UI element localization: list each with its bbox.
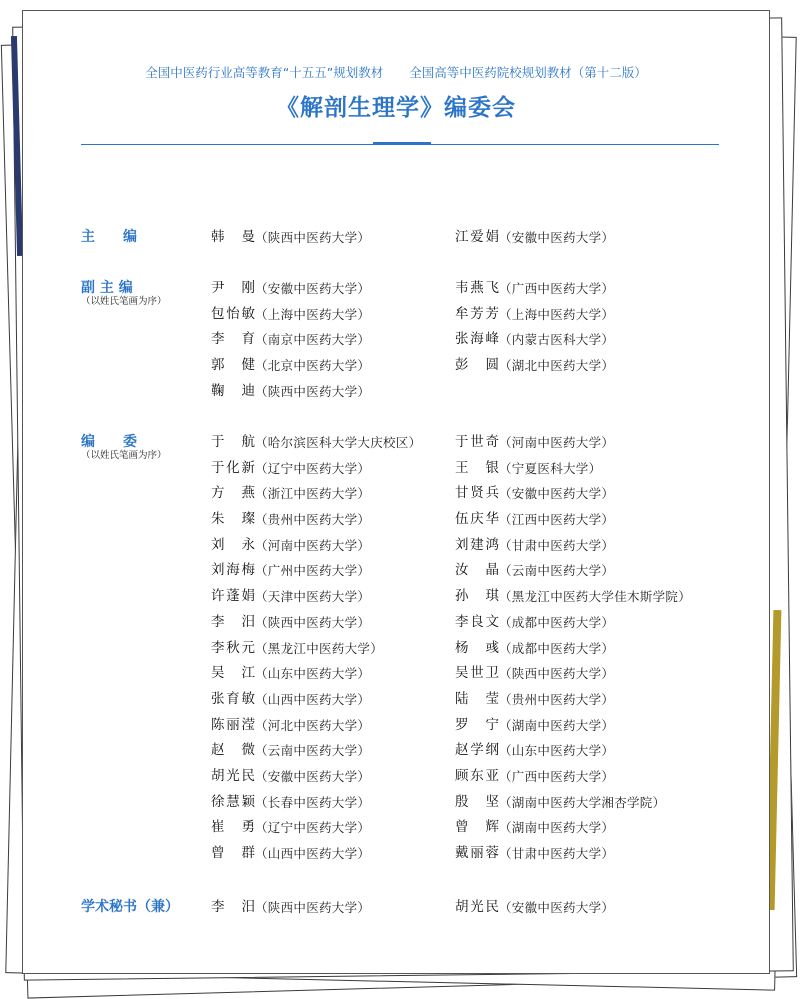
member-entry bbox=[211, 558, 421, 584]
member-name: 郭 健 bbox=[211, 357, 255, 374]
member-name: 刘 永 bbox=[211, 536, 255, 553]
member-institution: （湖北中医药大学） bbox=[499, 358, 615, 374]
member-name: 于世奇 bbox=[455, 434, 499, 450]
member-institution: （黑龙江中医药大学） bbox=[255, 640, 384, 656]
role-heading bbox=[81, 430, 181, 462]
member-institution: （天津中医药大学） bbox=[255, 589, 371, 605]
member-institution: （黑龙江中医药大学佳木斯学院） bbox=[499, 589, 692, 605]
document-page bbox=[22, 10, 770, 974]
member-entry bbox=[455, 841, 691, 867]
member-name: 鞠 迪 bbox=[211, 382, 255, 399]
member-entry bbox=[455, 610, 691, 636]
member-column-1 bbox=[211, 895, 370, 921]
member-institution: （山西中医药大学） bbox=[255, 846, 371, 861]
member-institution: （哈尔滨医科大学大庆校区） bbox=[255, 435, 422, 450]
member-name: 赵学纲 bbox=[455, 742, 499, 759]
member-name: 彭 圆 bbox=[455, 357, 499, 374]
member-entry bbox=[211, 507, 421, 533]
member-entry bbox=[211, 584, 421, 610]
member-institution: （甘肃中医药大学） bbox=[499, 846, 615, 861]
member-column-2 bbox=[455, 225, 614, 251]
member-entry bbox=[211, 225, 370, 251]
member-name: 崔 勇 bbox=[211, 819, 255, 836]
member-entry bbox=[211, 327, 370, 353]
member-name: 戴丽蓉 bbox=[455, 845, 499, 861]
member-name: 罗 宁 bbox=[455, 716, 499, 733]
role-label: 主 编 bbox=[81, 229, 137, 245]
member-name: 吴世卫 bbox=[455, 665, 499, 682]
member-entry bbox=[211, 430, 421, 456]
member-entry bbox=[455, 276, 614, 302]
member-name: 顾东亚 bbox=[455, 767, 499, 784]
member-name: 牟芳芳 bbox=[455, 305, 499, 322]
member-entry bbox=[455, 430, 691, 456]
member-name: 张海峰 bbox=[455, 331, 499, 348]
member-institution: （北京中医药大学） bbox=[255, 358, 371, 374]
role-heading bbox=[81, 895, 181, 919]
member-name: 朱 璨 bbox=[211, 511, 255, 528]
member-entry bbox=[455, 764, 691, 790]
member-institution: （河北中医药大学） bbox=[255, 717, 371, 733]
member-institution: （安徽中医药大学） bbox=[499, 900, 615, 915]
member-name: 吴 江 bbox=[211, 665, 255, 682]
member-entry bbox=[455, 481, 691, 507]
member-name: 李良文 bbox=[455, 613, 499, 630]
member-entry bbox=[455, 558, 691, 584]
role-note: （以姓氏笔画为序） bbox=[81, 296, 167, 307]
member-institution: （江西中医药大学） bbox=[499, 512, 615, 528]
member-institution: （长春中医药大学） bbox=[255, 794, 371, 810]
member-institution: （内蒙古医科大学） bbox=[499, 332, 615, 348]
member-entry bbox=[455, 815, 691, 841]
member-column-1 bbox=[211, 430, 421, 867]
member-institution: （安徽中医药大学） bbox=[255, 768, 371, 784]
page-title: 《解剖生理学》编委会 bbox=[276, 95, 516, 121]
member-entry bbox=[455, 687, 691, 713]
member-entry bbox=[211, 379, 370, 405]
member-institution: （广州中医药大学） bbox=[255, 563, 371, 579]
member-institution: （云南中医药大学） bbox=[499, 563, 615, 579]
member-column-2 bbox=[455, 430, 691, 867]
member-entry bbox=[211, 353, 370, 379]
member-entry bbox=[455, 327, 614, 353]
role-label: 编 委 bbox=[81, 434, 137, 450]
member-institution: （湖南中医药大学湘杏学院） bbox=[499, 794, 666, 810]
member-institution: （陕西中医药大学） bbox=[255, 900, 371, 915]
member-name: 孙 琪 bbox=[455, 588, 499, 605]
role-heading bbox=[81, 276, 181, 308]
series-right: 全国高等中医药院校规划教材（第十二版） bbox=[409, 65, 647, 80]
member-name: 胡光民 bbox=[211, 767, 255, 784]
member-institution: （辽宁中医药大学） bbox=[255, 820, 371, 836]
member-institution: （陕西中医药大学） bbox=[499, 666, 615, 682]
member-entry bbox=[455, 302, 614, 328]
member-name: 张育敏 bbox=[211, 690, 255, 707]
member-institution: （河南中医药大学） bbox=[255, 537, 371, 553]
member-institution: （辽宁中医药大学） bbox=[255, 460, 371, 476]
member-entry bbox=[211, 481, 421, 507]
member-name: 刘建鸿 bbox=[455, 536, 499, 553]
member-institution: （贵州中医药大学） bbox=[499, 691, 615, 707]
member-column-1 bbox=[211, 225, 370, 251]
member-institution: （湖南中医药大学） bbox=[499, 820, 615, 836]
member-institution: （山东中医药大学） bbox=[499, 743, 615, 759]
member-name: 王 银 bbox=[455, 459, 499, 476]
member-entry bbox=[455, 353, 614, 379]
member-name: 韦燕飞 bbox=[455, 280, 499, 296]
member-entry bbox=[211, 533, 421, 559]
member-entry bbox=[211, 815, 421, 841]
member-institution: （山东中医药大学） bbox=[255, 666, 371, 682]
member-institution: （浙江中医药大学） bbox=[255, 486, 371, 502]
member-name: 尹 刚 bbox=[211, 280, 255, 296]
member-entry bbox=[211, 687, 421, 713]
member-entry bbox=[455, 584, 691, 610]
member-institution: （安徽中医药大学） bbox=[499, 230, 615, 245]
member-name: 李 汨 bbox=[211, 613, 255, 630]
member-name: 杨 彧 bbox=[455, 639, 499, 656]
member-institution: （广西中医药大学） bbox=[499, 768, 615, 784]
member-entry bbox=[455, 225, 614, 251]
member-entry bbox=[211, 661, 421, 687]
role-label: 学术秘书（兼） bbox=[81, 899, 179, 915]
member-institution: （湖南中医药大学） bbox=[499, 717, 615, 733]
member-entry bbox=[455, 661, 691, 687]
member-entry bbox=[211, 841, 421, 867]
member-entry bbox=[211, 895, 370, 921]
member-institution: （河南中医药大学） bbox=[499, 435, 615, 450]
series-left: 全国中医药行业高等教育“十五五”规划教材 bbox=[145, 65, 384, 80]
member-entry bbox=[211, 713, 421, 739]
role-note: （以姓氏笔画为序） bbox=[81, 450, 167, 461]
member-institution: （贵州中医药大学） bbox=[255, 512, 371, 528]
member-institution: （云南中医药大学） bbox=[255, 743, 371, 759]
member-column-2 bbox=[455, 276, 614, 379]
member-entry bbox=[211, 610, 421, 636]
member-entry bbox=[455, 713, 691, 739]
member-entry bbox=[455, 636, 691, 662]
member-institution: （广西中医药大学） bbox=[499, 281, 615, 296]
member-institution: （成都中医药大学） bbox=[499, 640, 615, 656]
member-name: 殷 坚 bbox=[455, 793, 499, 810]
member-entry bbox=[455, 738, 691, 764]
member-entry bbox=[211, 302, 370, 328]
member-name: 陆 莹 bbox=[455, 690, 499, 707]
member-institution: （陕西中医药大学） bbox=[255, 614, 371, 630]
member-name: 于 航 bbox=[211, 434, 255, 450]
member-entry bbox=[211, 738, 421, 764]
member-name: 曾 辉 bbox=[455, 819, 499, 836]
member-entry bbox=[211, 636, 421, 662]
member-institution: （成都中医药大学） bbox=[499, 614, 615, 630]
member-entry bbox=[211, 456, 421, 482]
member-name: 江爱娟 bbox=[455, 229, 499, 245]
member-name: 李 育 bbox=[211, 331, 255, 348]
title-rule-accent bbox=[373, 142, 431, 145]
member-name: 曾 群 bbox=[211, 845, 255, 861]
member-institution: （陕西中医药大学） bbox=[255, 383, 371, 399]
member-name: 赵 微 bbox=[211, 742, 255, 759]
member-entry bbox=[455, 895, 614, 921]
member-name: 陈丽滢 bbox=[211, 716, 255, 733]
member-institution: （上海中医药大学） bbox=[255, 306, 371, 322]
role-heading bbox=[81, 225, 181, 249]
member-name: 方 燕 bbox=[211, 485, 255, 502]
member-entry bbox=[455, 533, 691, 559]
member-name: 包怡敏 bbox=[211, 305, 255, 322]
member-entry bbox=[455, 456, 691, 482]
member-name: 甘贤兵 bbox=[455, 485, 499, 502]
member-name: 伍庆华 bbox=[455, 511, 499, 528]
member-name: 徐慧颖 bbox=[211, 793, 255, 810]
member-column-1 bbox=[211, 276, 370, 404]
member-institution: （宁夏医科大学） bbox=[499, 460, 602, 476]
member-name: 胡光民 bbox=[455, 899, 499, 915]
member-entry bbox=[211, 764, 421, 790]
member-entry bbox=[211, 276, 370, 302]
member-institution: （安徽中医药大学） bbox=[255, 281, 371, 296]
member-institution: （安徽中医药大学） bbox=[499, 486, 615, 502]
member-name: 汝 晶 bbox=[455, 562, 499, 579]
member-institution: （上海中医药大学） bbox=[499, 306, 615, 322]
member-entry bbox=[455, 507, 691, 533]
member-name: 于化新 bbox=[211, 459, 255, 476]
member-name: 李 汨 bbox=[211, 899, 255, 915]
member-institution: （南京中医药大学） bbox=[255, 332, 371, 348]
member-entry bbox=[455, 790, 691, 816]
member-institution: （陕西中医药大学） bbox=[255, 230, 371, 245]
member-column-2 bbox=[455, 895, 614, 921]
member-entry bbox=[211, 790, 421, 816]
member-name: 李秋元 bbox=[211, 639, 255, 656]
series-header bbox=[23, 63, 769, 81]
member-institution: （山西中医药大学） bbox=[255, 691, 371, 707]
member-institution: （甘肃中医药大学） bbox=[499, 537, 615, 553]
role-label: 副 主 编 bbox=[81, 280, 133, 296]
member-name: 刘海梅 bbox=[211, 562, 255, 579]
member-name: 许蓬娟 bbox=[211, 588, 255, 605]
member-name: 韩 曼 bbox=[211, 229, 255, 245]
